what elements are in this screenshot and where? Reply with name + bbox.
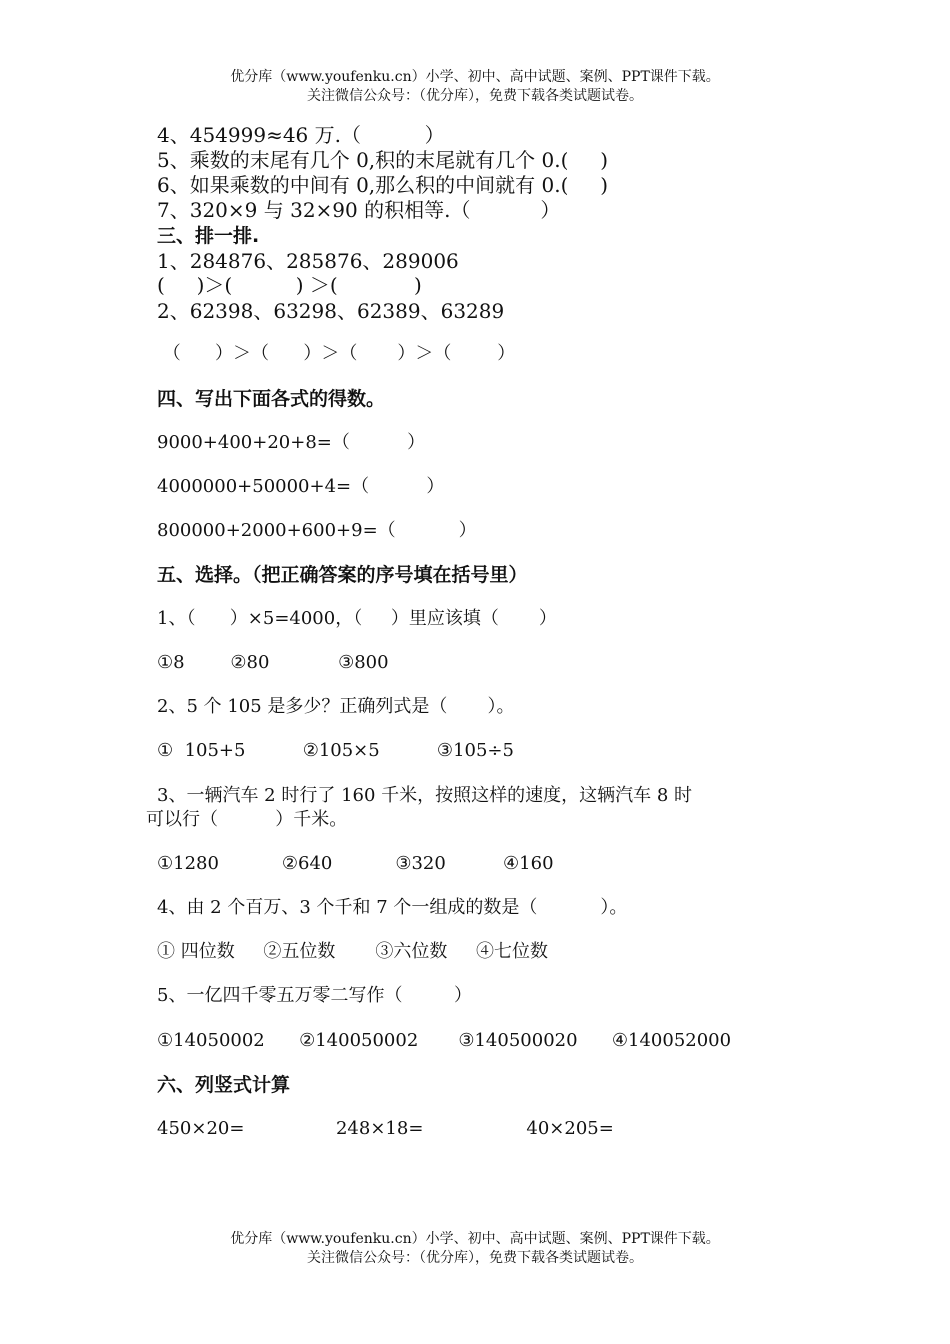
choice-question-3-options: ①1280 ②640 ③320 ④160 <box>157 853 554 874</box>
choice-question-5: 5、一亿四千零五万零二写作（ ） <box>157 985 472 1006</box>
section-6-title: 六、列竖式计算 <box>157 1074 291 1096</box>
choice-question-2: 2、5 个 105 是多少？正确列式是（ ）。 <box>157 696 515 717</box>
order-question-1: 1、284876、285876、289006 <box>157 249 459 273</box>
sum-expression-2: 4000000+50000+4=（ ） <box>157 476 445 497</box>
section-3-title: 三、排一排. <box>157 225 260 247</box>
judge-question-7: 7、320×9 与 32×90 的积相等.（ ） <box>157 198 561 222</box>
choice-question-4: 4、由 2 个百万、3 个千和 7 个一组成的数是（ ）。 <box>157 897 628 918</box>
order-question-2-blanks: （ ）＞（ ）＞（ ）＞（ ） <box>157 343 516 364</box>
judge-question-4: 4、454999≈46 万.（ ） <box>157 123 445 147</box>
order-question-2: 2、62398、63298、62389、63289 <box>157 299 505 323</box>
judge-question-5: 5、乘数的末尾有几个 0,积的末尾就有几个 0.( ) <box>157 148 608 172</box>
choice-question-1: 1、（ ）×5=4000，（ ）里应该填（ ） <box>157 608 557 629</box>
vertical-calc-expressions: 450×20= 248×18= 40×205= <box>157 1118 614 1139</box>
order-question-1-blanks: ( )＞( ) ＞( ) <box>157 273 422 297</box>
section-5-title: 五、选择。（把正确答案的序号填在括号里） <box>157 564 528 586</box>
footer-line-1: 优分库（www.youfenku.cn）小学、初中、高中试题、案例、PPT课件下载。 <box>230 1231 720 1247</box>
header-line-2: 关注微信公众号：（优分库），免费下载各类试题试卷。 <box>307 88 643 104</box>
page-header <box>0 68 950 106</box>
page-footer <box>0 1230 950 1268</box>
choice-question-3-line-2: 可以行（ ）千米。 <box>146 809 348 830</box>
choice-question-5-options: ①14050002 ②140050002 ③140500020 ④140052000 <box>157 1030 732 1051</box>
judge-question-6: 6、如果乘数的中间有 0,那么积的中间就有 0.( ) <box>157 173 608 197</box>
choice-question-1-options: ①8 ②80 ③800 <box>157 652 389 673</box>
sum-expression-1: 9000+400+20+8=（ ） <box>157 432 426 453</box>
sum-expression-3: 800000+2000+600+9=（ ） <box>157 520 477 541</box>
header-line-1: 优分库（www.youfenku.cn）小学、初中、高中试题、案例、PPT课件下载。 <box>230 69 720 85</box>
section-4-title: 四、写出下面各式的得数。 <box>157 388 386 410</box>
choice-question-2-options: ① 105+5 ②105×5 ③105÷5 <box>157 740 514 761</box>
choice-question-3-line-1: 3、一辆汽车 2 时行了 160 千米，按照这样的速度，这辆汽车 8 时 <box>157 785 693 806</box>
choice-question-4-options: ① 四位数 ②五位数 ③六位数 ④七位数 <box>157 941 548 962</box>
footer-line-2: 关注微信公众号：（优分库），免费下载各类试题试卷。 <box>307 1250 643 1266</box>
